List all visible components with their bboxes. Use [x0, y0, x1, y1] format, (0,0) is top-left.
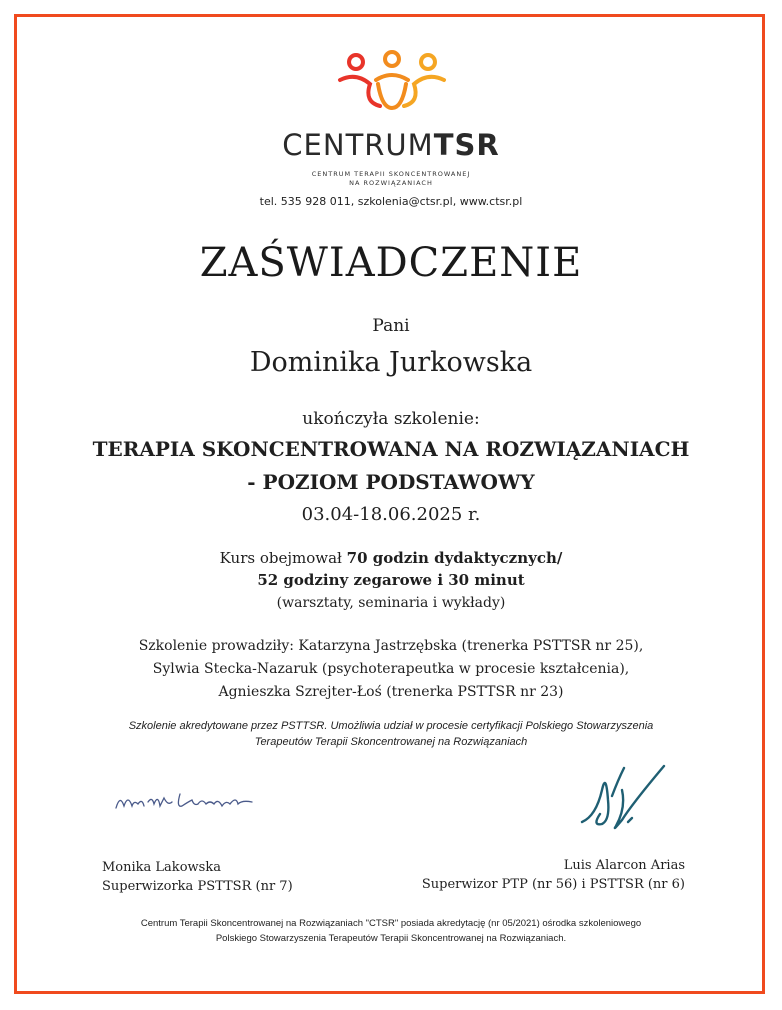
- course-title-line-1: TERAPIA SKONCENTROWANA NA ROZWIĄZANIACH: [92, 437, 690, 461]
- hours-line-2: 52 godziny zegarowe i 30 minut: [257, 571, 525, 589]
- certificate-title: ZAŚWIADCZENIE: [199, 240, 583, 286]
- left-signer: [102, 858, 293, 896]
- brand-name: [0, 128, 782, 162]
- accreditation-line-1: Szkolenie akredytowane przez PSTTSR. Umożliwia udział w procesie certyfikacji Polskiego Stowarzyszenia: [128, 720, 654, 732]
- footer-line-2: Polskiego Stowarzyszenia Terapeutów Terapii Skoncentrowanej na Rozwiązaniach.: [215, 933, 567, 944]
- right-signer-role: Superwizor PTP (nr 56) i PSTTSR (nr 6): [421, 877, 685, 892]
- hours-line-3: (warsztaty, seminaria i wykłady): [276, 595, 506, 611]
- right-signature-icon: [572, 760, 672, 838]
- hours-line-1: [0, 549, 782, 567]
- trainers-line-3: Agnieszka Szrejter-Łoś (trenerka PSTTSR nr 23): [218, 684, 564, 700]
- course-dates: 03.04-18.06.2025 r.: [301, 504, 481, 525]
- accreditation-line-2: Terapeutów Terapii Skoncentrowanej na Rozwiązaniach: [254, 736, 528, 748]
- course-title-line-2: - POZIOM PODSTAWOWY: [247, 470, 535, 494]
- trainers-line-1: Szkolenie prowadziły: Katarzyna Jastrzębska (trenerka PSTTSR nr 25),: [138, 638, 644, 654]
- brand-name-light: CENTRUM: [282, 128, 434, 162]
- left-signer-role: Superwizorka PSTTSR (nr 7): [102, 879, 293, 894]
- salutation: Pani: [372, 316, 410, 336]
- completed-text: ukończyła szkolenie:: [302, 409, 480, 429]
- brand-subtitle-1: CENTRUM TERAPII SKONCENTROWANEJ: [311, 170, 471, 178]
- right-signer-name: Luis Alarcon Arias: [563, 858, 685, 873]
- trainers-line-2: Sylwia Stecka-Nazaruk (psychoterapeutka w procesie kształcenia),: [152, 661, 630, 677]
- brand-name-bold: TSR: [433, 128, 500, 162]
- left-signer-name: Monika Lakowska: [102, 860, 221, 875]
- left-signature-icon: [112, 780, 262, 820]
- contact-info: tel. 535 928 011, szkolenia@ctsr.pl, www.ctsr.pl: [259, 195, 523, 208]
- centrum-tsr-logo-icon: [336, 50, 448, 114]
- brand-subtitle-2: NA ROZWIĄZANIACH: [349, 179, 433, 187]
- hours-bold: 70 godzin dydaktycznych/: [346, 549, 563, 567]
- right-signer: [422, 856, 685, 894]
- hours-prefix: Kurs obejmował: [219, 549, 347, 567]
- footer-line-1: Centrum Terapii Skoncentrowanej na Rozwiązaniach "CTSR" posiada akredytację (nr 05/2021) ośrodka szkoleniowego: [140, 918, 642, 929]
- recipient-name: Dominika Jurkowska: [249, 347, 533, 378]
